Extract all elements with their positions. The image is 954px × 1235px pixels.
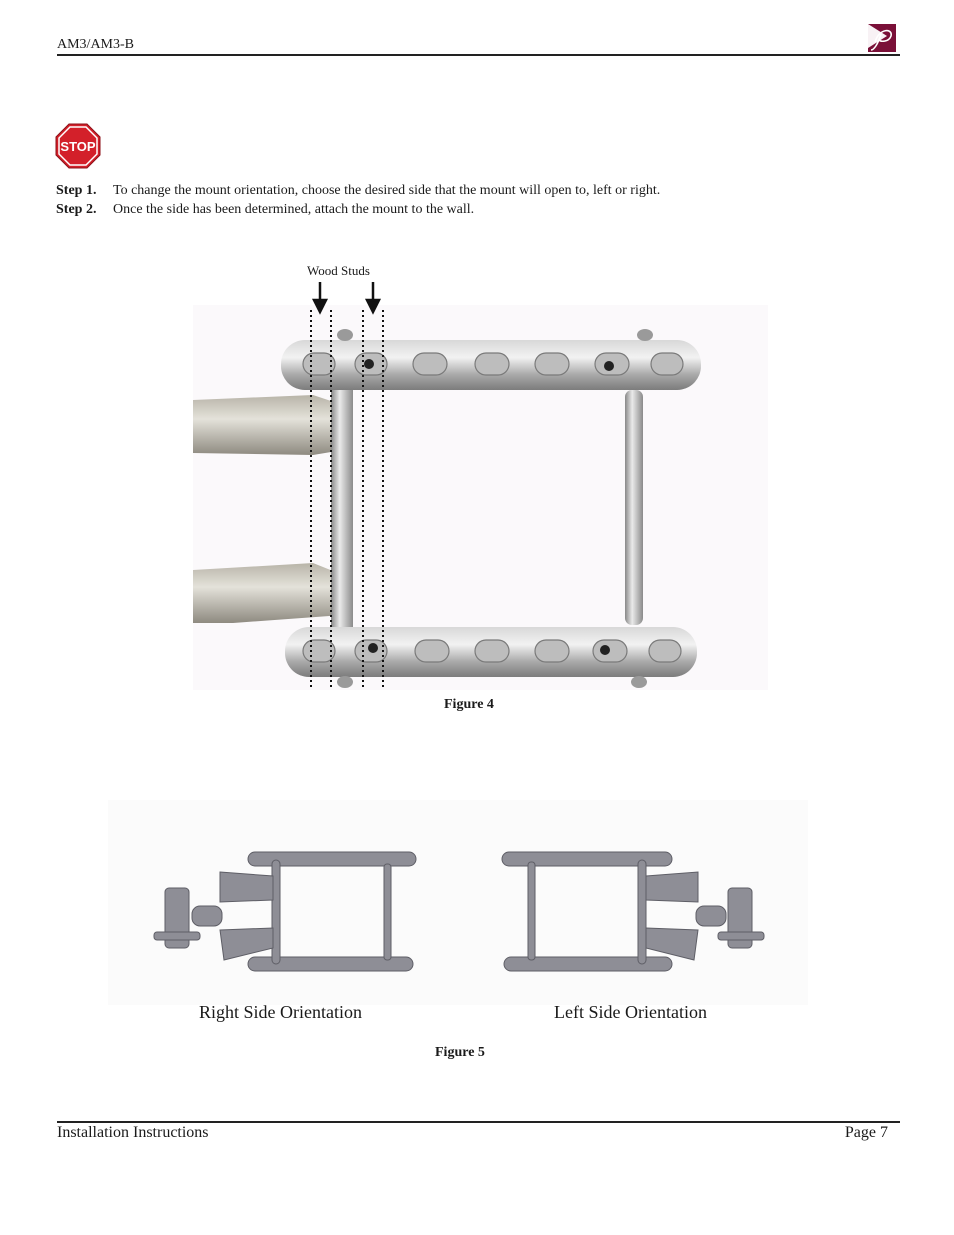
figure4-mount-photo [193, 305, 768, 690]
figure4-caption: Figure 4 [444, 697, 494, 712]
arrow-down-icon [314, 300, 326, 312]
page-number: Page 7 [844, 1124, 888, 1141]
wood-studs-overlay [300, 278, 400, 693]
header-rule [57, 54, 900, 56]
wood-studs-callout: Wood Studs [307, 263, 370, 278]
step-label: Step 2. [56, 202, 97, 217]
figure5-orientation-photo [108, 800, 808, 1005]
step-text: To change the mount orientation, choose the desired side that the mount will open to, left or right. [113, 183, 661, 198]
stop-sign-text: STOP [60, 139, 96, 154]
document-model-code: AM3/AM3-B [57, 37, 135, 52]
step-text: Once the side has been determined, attach the mount to the wall. [113, 202, 475, 217]
step-label: Step 1. [56, 183, 97, 198]
step-list [56, 181, 660, 219]
left-side-orientation-label: Left Side Orientation [554, 1002, 707, 1022]
stop-sign-icon [55, 123, 101, 169]
arrow-down-icon [367, 300, 379, 312]
footer-rule [57, 1121, 900, 1123]
figure5-caption: Figure 5 [435, 1045, 485, 1060]
step-item [56, 200, 660, 219]
footer-document-title: Installation Instructions [57, 1124, 209, 1141]
right-side-orientation-label: Right Side Orientation [199, 1002, 362, 1022]
brand-logo-icon [865, 20, 899, 54]
step-item [56, 181, 660, 200]
